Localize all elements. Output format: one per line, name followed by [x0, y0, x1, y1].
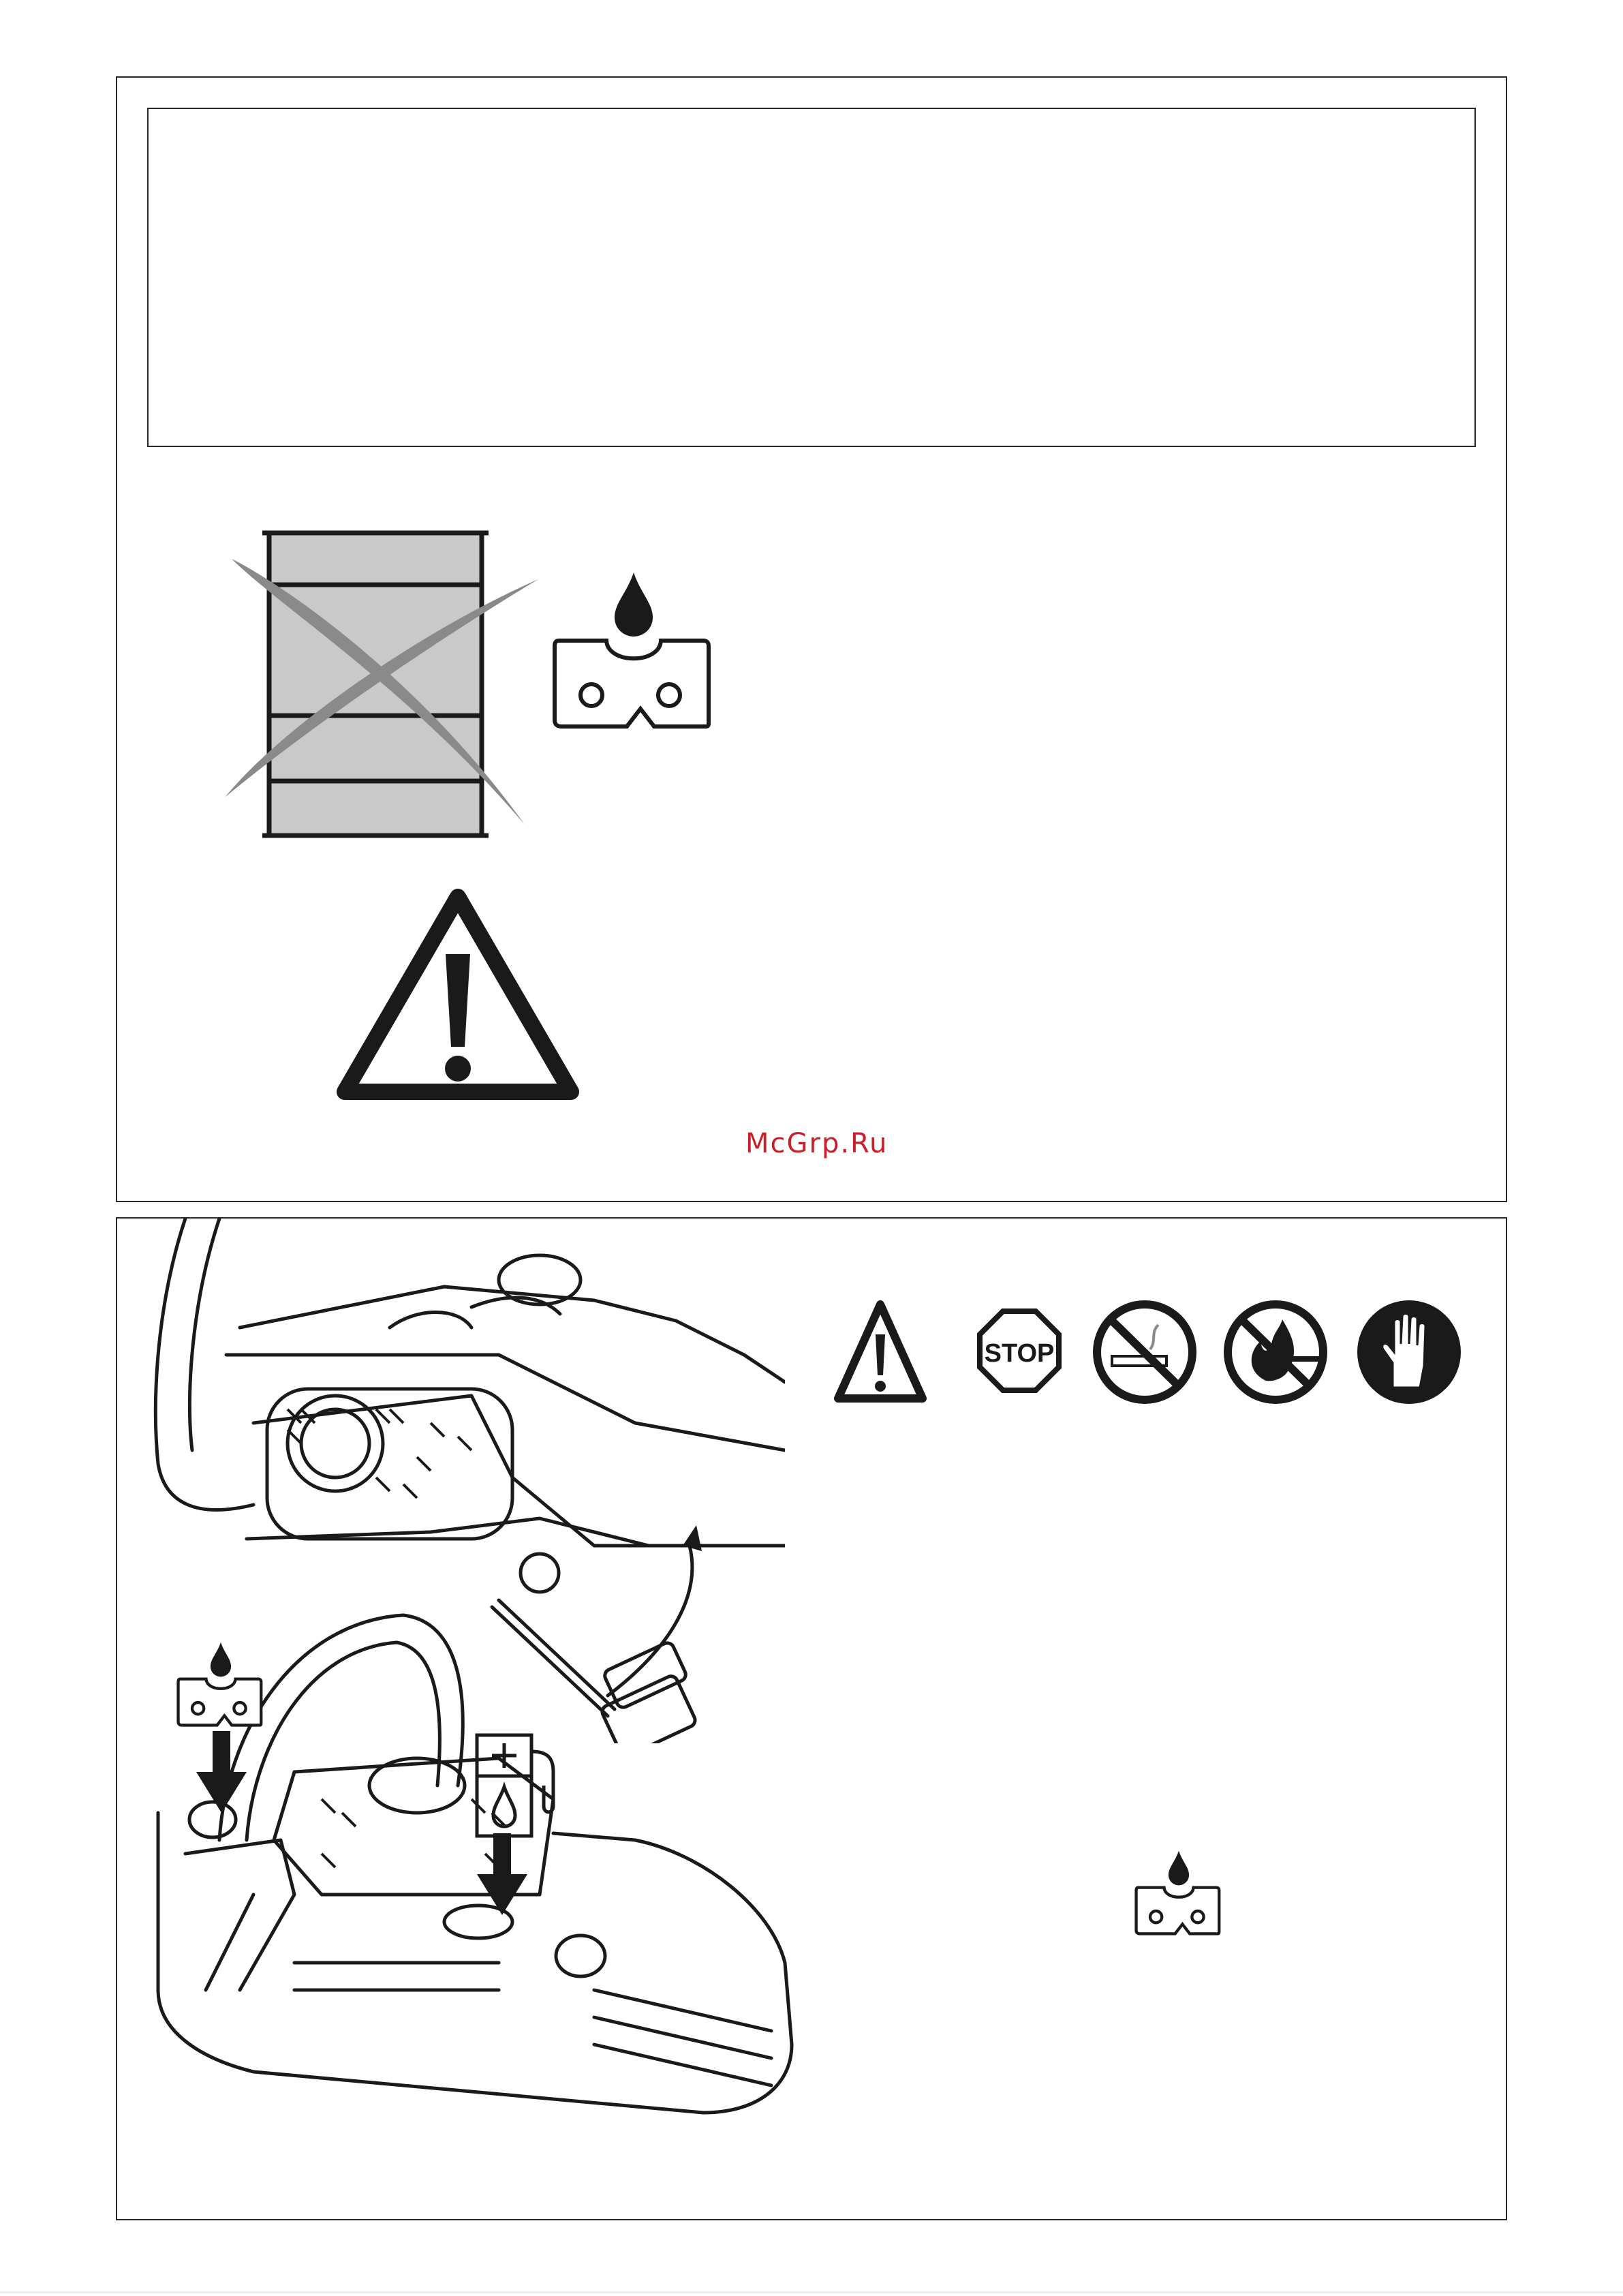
chain-oil-icon	[545, 566, 722, 729]
no-smoking-icon	[1097, 1304, 1192, 1400]
empty-note-box	[147, 108, 1476, 447]
watermark-text: McGrp.Ru	[745, 1128, 888, 1159]
chain-oil-icon	[173, 1632, 268, 1734]
wear-gloves-icon	[1357, 1300, 1461, 1404]
warning-triangle-icon	[838, 1304, 923, 1398]
crossed-out-oil-barrel-icon	[204, 518, 559, 845]
warning-triangle-icon	[335, 886, 581, 1104]
stop-sign-icon	[980, 1311, 1059, 1390]
stop-label: STOP	[984, 1339, 1055, 1368]
chain-oil-icon	[1131, 1840, 1226, 1942]
fuel-pump-icon	[473, 1731, 561, 1840]
page-bottom-rule	[0, 2291, 1623, 2293]
safety-icons-row	[830, 1295, 1470, 1411]
no-open-flame-icon	[1228, 1304, 1323, 1400]
